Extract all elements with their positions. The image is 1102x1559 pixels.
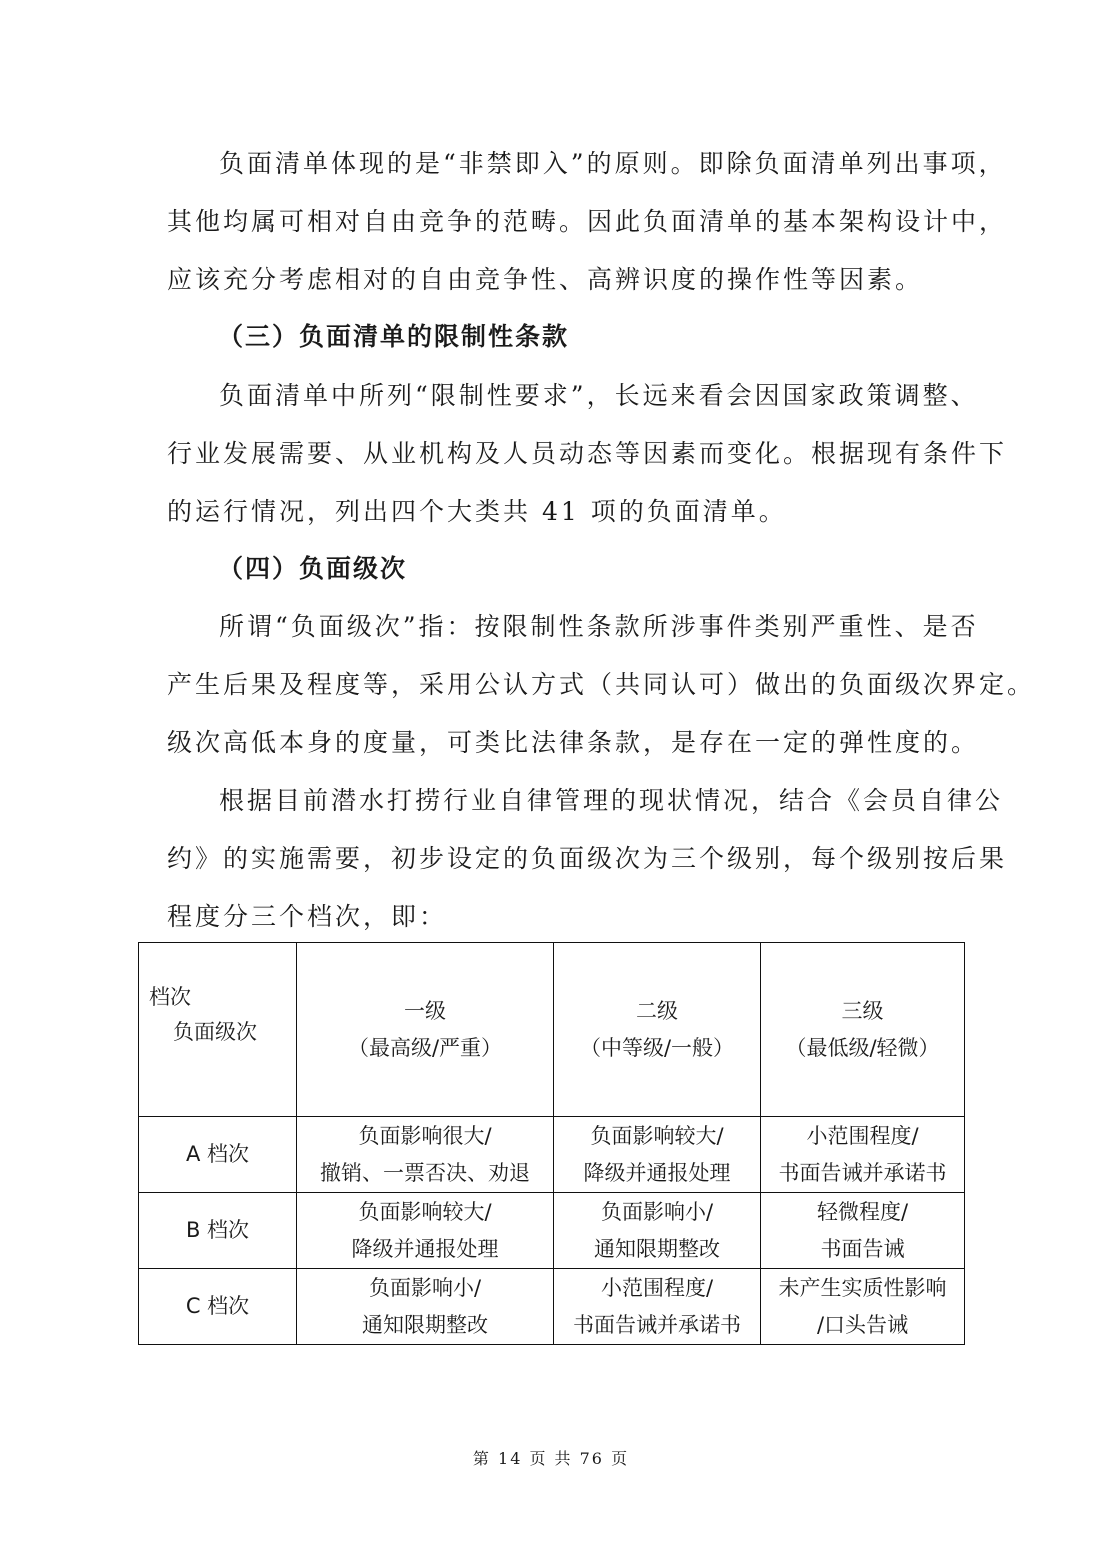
table-cell: 负面影响较大/ 降级并通报处理 (554, 1117, 761, 1193)
table-cell: 小范围程度/ 书面告诫并承诺书 (761, 1117, 965, 1193)
table-corner-cell (139, 943, 297, 1117)
row-label-cell: C 档次 (139, 1269, 297, 1345)
header-title: 二级 (636, 998, 678, 1023)
table-cell: 小范围程度/ 书面告诫并承诺书 (554, 1269, 761, 1345)
negative-level-table (138, 942, 965, 1345)
text-line: 约》的实施需要，初步设定的负面级次为三个级别，每个级别按后果 (167, 844, 1008, 873)
text-line: 负面清单体现的是“非禁即入”的原则。即除负面清单列出事项， (219, 149, 1007, 178)
text-line: 产生后果及程度等，采用公认方式（共同认可）做出的负面级次界定。 (167, 670, 1036, 699)
table-cell: 未产生实质性影响 /口头告诫 (761, 1269, 965, 1345)
table-row (139, 1193, 965, 1269)
table-header-cell (297, 943, 554, 1117)
header-title: 一级 (404, 998, 446, 1023)
page-number-footer: 第 14 页 共 76 页 (472, 1449, 630, 1468)
corner-label-grade: 档次 (149, 985, 191, 1009)
row-label-cell: B 档次 (139, 1193, 297, 1269)
table-header-row (139, 943, 965, 1117)
table-cell: 轻微程度/ 书面告诫 (761, 1193, 965, 1269)
table-row (139, 1269, 965, 1345)
table-cell: 负面影响很大/ 撤销、一票否决、劝退 (297, 1117, 554, 1193)
header-title: 三级 (841, 998, 884, 1023)
text-line: 级次高低本身的度量，可类比法律条款，是存在一定的弹性度的。 (167, 728, 980, 757)
section-heading-4: （四）负面级次 (218, 554, 408, 583)
corner-label-level: 负面级次 (173, 1020, 257, 1044)
text-line: 其他均属可相对自由竞争的范畴。因此负面清单的基本架构设计中， (167, 207, 1008, 236)
text-line: 负面清单中所列“限制性要求”，长远来看会因国家政策调整、 (219, 381, 979, 410)
table-cell: 负面影响小/ 通知限期整改 (297, 1269, 554, 1345)
section-heading-3: （三）负面清单的限制性条款 (218, 322, 570, 351)
table-header-cell (761, 943, 965, 1117)
header-subtitle: （最高级/严重） (347, 1035, 503, 1060)
text-line: 所谓“负面级次”指：按限制性条款所涉事件类别严重性、是否 (219, 612, 979, 641)
text-line: 程度分三个档次，即： (167, 902, 448, 931)
header-subtitle: （中等级/一般） (579, 1035, 735, 1060)
header-subtitle: （最低级/轻微） (785, 1035, 940, 1060)
table-row (139, 1117, 965, 1193)
text-line: 行业发展需要、从业机构及人员动态等因素而变化。根据现有条件下 (167, 439, 1008, 468)
text-line: 应该充分考虑相对的自由竞争性、高辨识度的操作性等因素。 (167, 265, 924, 294)
text-line: 的运行情况，列出四个大类共 41 项的负面清单。 (167, 497, 787, 526)
text-line: 根据目前潜水打捞行业自律管理的现状情况，结合《会员自律公 (219, 786, 1004, 815)
table-header-cell (554, 943, 761, 1117)
row-label-cell: A 档次 (139, 1117, 297, 1193)
table-cell: 负面影响较大/ 降级并通报处理 (297, 1193, 554, 1269)
table-cell: 负面影响小/ 通知限期整改 (554, 1193, 761, 1269)
